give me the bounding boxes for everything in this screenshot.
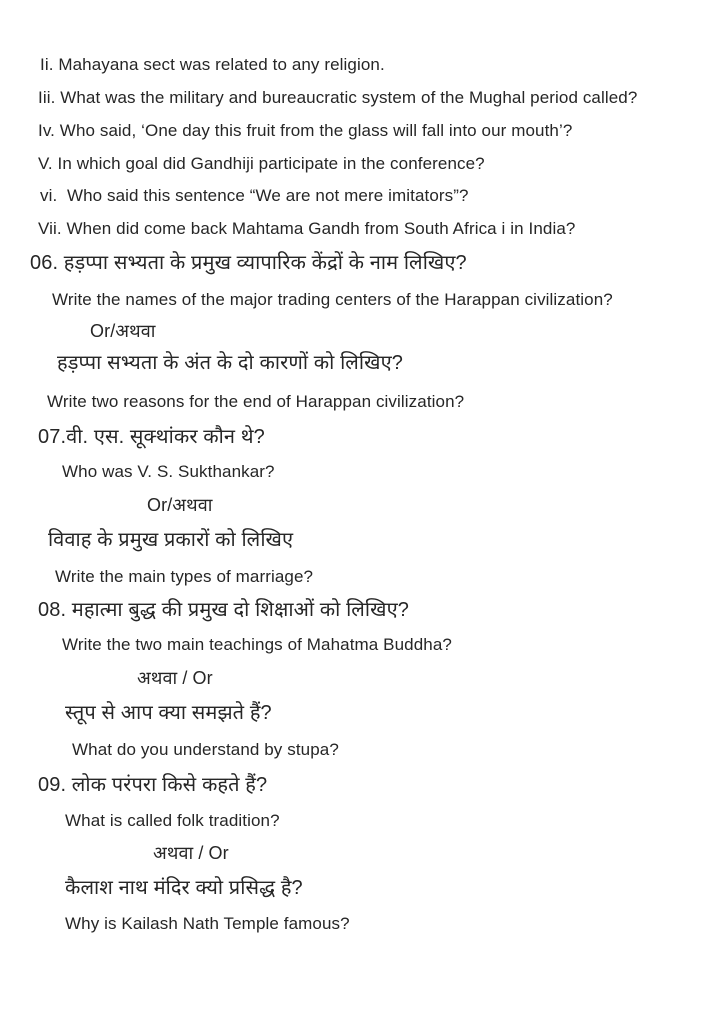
subquestion-line-iv: Iv. Who said, ‘One day this fruit from the glass will fall into our mouth’? [38, 121, 573, 140]
question-07-english: Who was V. S. Sukthankar? [62, 462, 275, 481]
question-08-hindi: 08. महात्मा बुद्ध की प्रमुख दो शिक्षाओं को लिखिए? [38, 599, 409, 621]
subquestion-line-iii: Iii. What was the military and bureaucratic system of the Mughal period called? [38, 88, 638, 107]
question-09-hindi: 09. लोक परंपरा किसे कहते हैं? [38, 774, 268, 796]
subquestion-line-vii: Vii. When did come back Mahtama Gandh from South Africa i in India? [38, 219, 576, 238]
question-08-english: Write the two main teachings of Mahatma Buddha? [62, 635, 452, 654]
question-09-english: What is called folk tradition? [65, 811, 280, 830]
question-06-alt-hindi: हड़प्पा सभ्यता के अंत के दो कारणों को लिखिए? [57, 352, 403, 374]
question-09-or-separator: अथवा / Or [153, 843, 229, 863]
question-07-or-separator: Or/अथवा [147, 495, 213, 515]
subquestion-line-vi: vi. Who said this sentence “We are not mere imitators”? [40, 186, 469, 205]
question-07-alt-hindi: विवाह के प्रमुख प्रकारों को लिखिए [48, 529, 294, 551]
question-08-alt-english: What do you understand by stupa? [72, 740, 339, 759]
question-09-alt-hindi: कैलाश नाथ मंदिर क्यो प्रसिद्ध है? [65, 877, 303, 899]
question-08-alt-hindi: स्तूप से आप क्या समझते हैं? [65, 702, 272, 724]
question-07-alt-english: Write the main types of marriage? [55, 567, 314, 586]
question-06-alt-english: Write two reasons for the end of Harappan civilization? [47, 392, 465, 411]
question-07-hindi: 07.वी. एस. सूक्थांकर कौन थे? [38, 426, 265, 448]
question-09-alt-english: Why is Kailash Nath Temple famous? [65, 914, 350, 933]
question-06-or-separator: Or/अथवा [90, 321, 156, 341]
subquestion-line-ii: Ii. Mahayana sect was related to any religion. [40, 55, 385, 74]
subquestion-line-v: V. In which goal did Gandhiji participate in the conference? [38, 154, 485, 173]
question-08-or-separator: अथवा / Or [137, 668, 213, 688]
question-06-hindi: 06. हड़प्पा सभ्यता के प्रमुख व्यापारिक केंद्रों के नाम लिखिए? [30, 252, 467, 274]
question-06-english: Write the names of the major trading centers of the Harappan civilization? [52, 290, 613, 309]
